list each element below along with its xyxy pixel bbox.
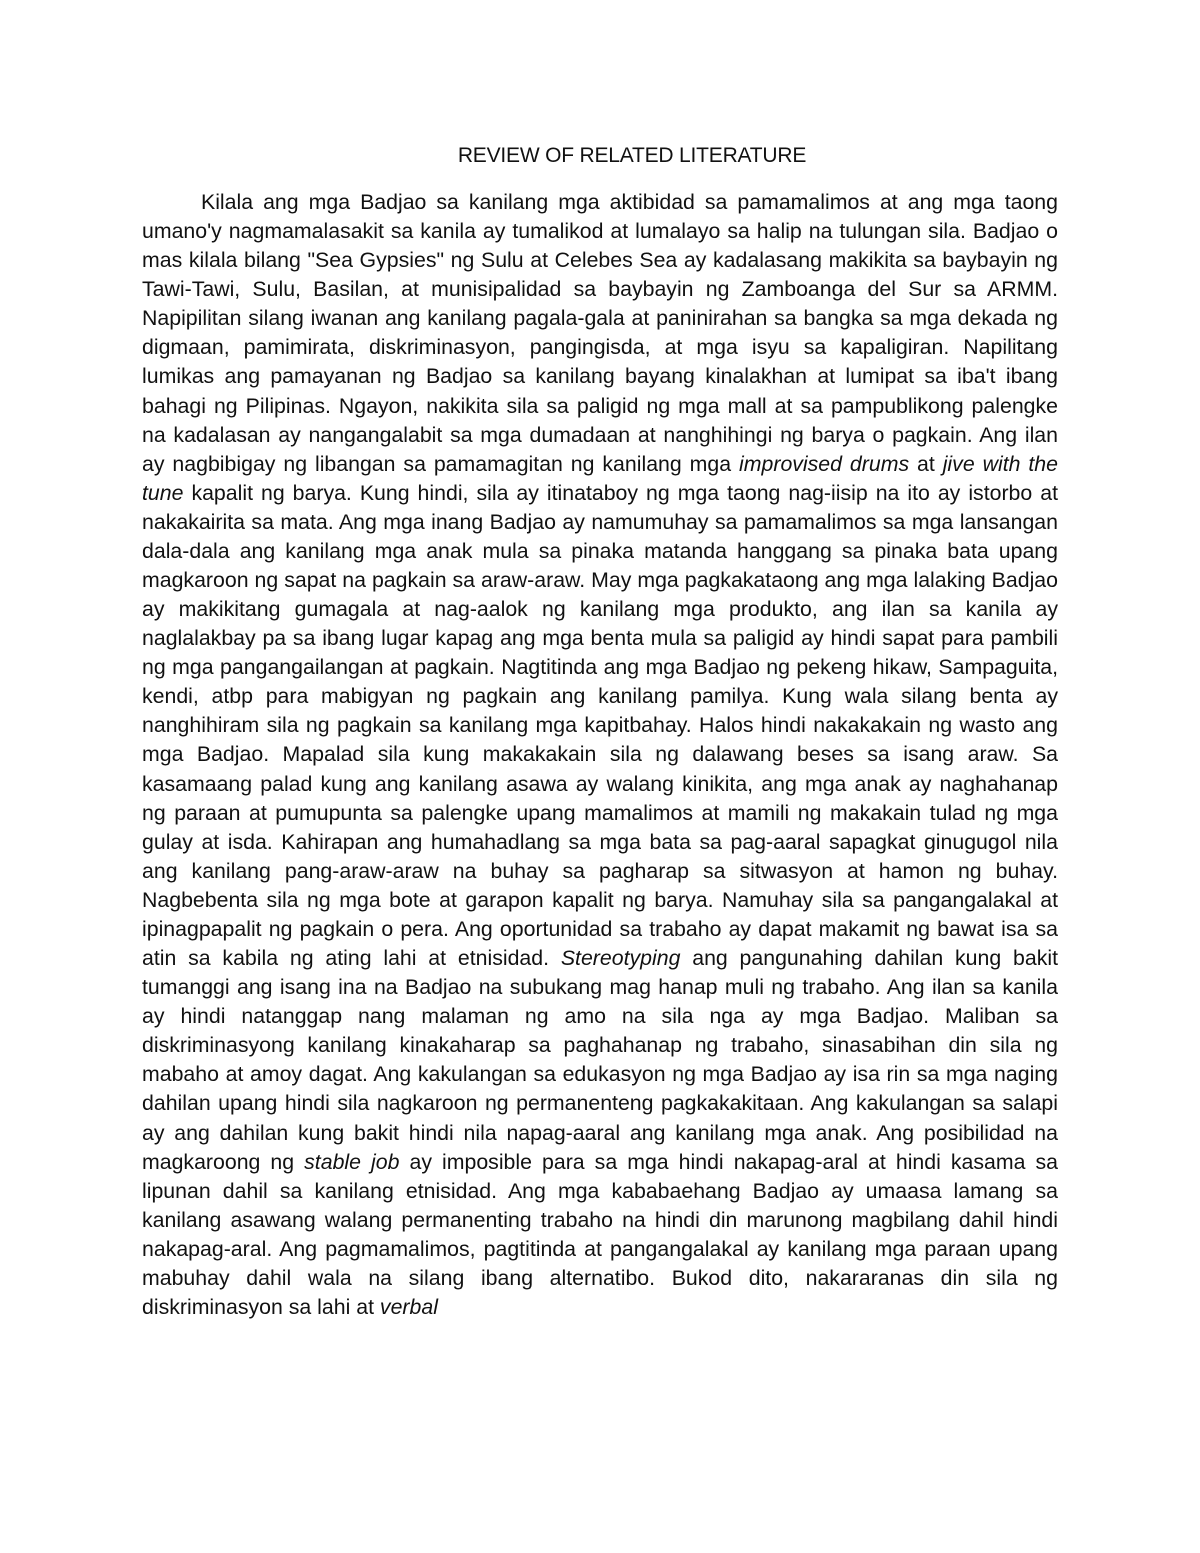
text-run: ang pangunahing dahilan kung bakit tumanggi ang isang ina na Badjao na subukang mag hanap muli ng trabaho. Ang ilan sa kanila ay hindi natanggap nang malaman ng amo na sila nga ay mga Badjao. Maliban sa diskriminasyong kanilang kinakaharap sa paghahanap ng trabaho, sinasabihan din sila ng mabaho at amoy dagat. Ang kakulangan sa edukasyon ng mga Badjao ay isa rin sa mga naging dahilan upang hindi sila nagkaroon ng permanenteng pagkakakitaan. Ang kakulangan sa salapi ay ang dahilan kung bakit hindi nila napag-aaral ang kanilang mga anak. Ang posibilidad na magkaroong ng (142, 946, 1058, 1174)
body-paragraph (142, 188, 1058, 1322)
text-run: Kilala ang mga Badjao sa kanilang mga aktibidad sa pamamalimos at ang mga taong umano'y nagmamalasakit sa kanila ay tumalikod at lumalayo sa halip na tulungan sila. Badjao o mas kilala bilang "Sea Gypsies" ng Sulu at Celebes Sea ay kadalasang makikita sa baybayin ng Tawi-Tawi, Sulu, Basilan, at munisipalidad sa baybayin ng Zamboanga del Sur sa ARMM. Napipilitan silang iwanan ang kanilang pagala-gala at paninirahan sa bangka sa mga dekada ng digmaan, pamimirata, diskriminasyon, pangingisda, at mga isyu sa kapaligiran. Napilitang lumikas ang pamayanan ng Badjao sa kanilang bayang kinalakhan at lumipat sa iba't ibang bahagi ng Pilipinas. Ngayon, nakikita sila sa paligid ng mga mall at sa pampublikong palengke na kadalasan ay nangangalabit sa mga dumadaan at nanghihingi ng barya o pagkain. Ang ilan ay nagbibigay ng libangan sa pamamagitan ng kanilang mga (142, 190, 1058, 476)
italic-text-run: improvised drums (739, 451, 910, 476)
text-run: ay imposible para sa mga hindi nakapag-aral at hindi kasama sa lipunan dahil sa kanilang etnisidad. Ang mga kababaehang Badjao ay umaasa lamang sa kanilang asawang walang permanenting trabaho na hindi din marunong magbilang dahil hindi nakapag-aral. Ang pagmamalimos, pagtitinda at pangangalakal ay kanilang mga paraan upang mabuhay dahil wala na silang ibang alternatibo. Bukod dito, nakararanas din sila ng diskriminasyon sa lahi at (142, 1149, 1058, 1319)
italic-text-run: verbal (379, 1294, 438, 1319)
page-title: REVIEW OF RELATED LITERATURE (457, 144, 807, 167)
italic-text-run: Stereotyping (560, 946, 681, 971)
text-run: kapalit ng barya. Kung hindi, sila ay itinataboy ng mga taong nag-iisip na ito ay istorbo at nakakairita sa mata. Ang mga inang Badjao ay namumuhay sa pamamalimos sa mga lansangan dala-dala ang kanilang mga anak mula sa pinaka matanda hanggang sa pinaka bata upang magkaroon ng sapat na pagkain sa araw-araw. May mga pagkakataong ang mga lalaking Badjao ay makikitang gumagala at nag-aalok ng kanilang mga produkto, ang ilan sa kanila ay naglalakbay pa sa ibang lugar kapag ang mga benta mula sa paligid ay hindi sapat para pambili ng mga pangangailangan at pagkain. Nagtitinda ang mga Badjao ng pekeng hikaw, Sampaguita, kendi, atbp para mabigyan ng pagkain ang kanilang pamilya. Kung wala silang benta ay nanghihiram sila ng pagkain sa kanilang mga kapitbahay. Halos hindi nakakakain ng wasto ang mga Badjao. Mapalad sila kung makakakain sila ng dalawang beses sa isang araw. Sa kasamaang palad kung ang kanilang asawa ay walang kinikita, ang mga anak ay naghahanap ng paraan at pumupunta sa palengke upang mamalimos at mamili ng makakain tulad ng mga gulay at isda. Kahirapan ang humahadlang sa mga bata sa pag-aaral sapagkat ginugugol nila ang kanilang pang-araw-araw na buhay sa pagharap sa sitwasyon at hamon ng buhay. Nagbebenta sila ng mga bote at garapon kapalit ng barya. Namuhay sila sa pangangalakal at ipinagpapalit ng pagkain o pera. Ang oportunidad sa trabaho ay dapat makamit ng bawat isa sa atin sa kabila ng ating lahi at etnisidad. (142, 480, 1058, 971)
italic-text-run: jive with the tune (142, 451, 1058, 505)
italic-text-run: stable job (304, 1149, 400, 1174)
text-run: at (909, 451, 943, 476)
